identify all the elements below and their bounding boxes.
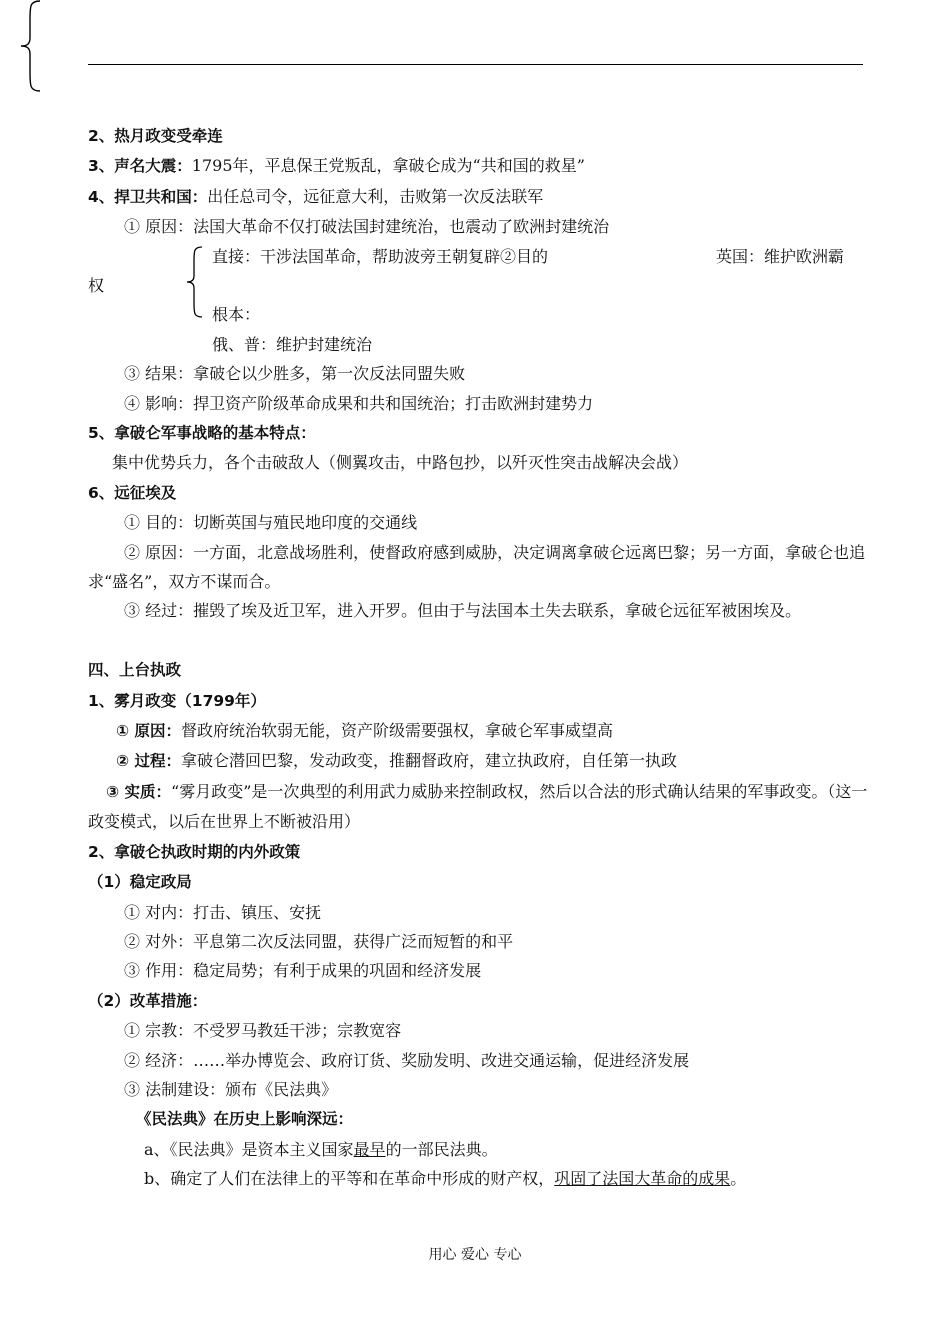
heading-reform: （2）改革措施： bbox=[88, 991, 208, 1010]
purpose-britain-cont: 权 bbox=[88, 276, 105, 296]
brace-icon bbox=[184, 246, 206, 318]
brumaire-process-text: 拿破仑潜回巴黎，发动政变，推翻督政府，建立执政府，自任第一执政 bbox=[181, 751, 678, 771]
purpose-direct: 直接：干涉法国革命，帮助波旁王朝复辟②目的 bbox=[212, 246, 549, 266]
civil-code-a-end: 的一部民法典。 bbox=[385, 1139, 498, 1159]
document-body bbox=[88, 121, 873, 1194]
heading-strategy: 5、拿破仑军事战略的基本特点： bbox=[88, 424, 316, 443]
heading-defend: 4、捍卫共和国： bbox=[88, 187, 208, 206]
brumaire-reason-label: ① 原因： bbox=[116, 722, 182, 741]
heading-egypt: 6、远征埃及 bbox=[88, 483, 177, 502]
economy-line: ② 经济：……举办博览会、政府订货、奖励发明、改进交通运输，促进经济发展 bbox=[124, 1050, 690, 1070]
civil-code-a-underline: 最早 bbox=[353, 1139, 386, 1159]
egypt-process: ③ 经过：摧毁了埃及近卫军，进入开罗。但由于与法国本土失去联系，拿破仑远征军被困埃及。 bbox=[124, 601, 802, 621]
foreign-line: ② 对外：平息第二次反法同盟，获得广泛而短暂的和平 bbox=[124, 931, 514, 951]
purpose-britain: 英国：维护欧洲霸 bbox=[716, 246, 845, 266]
brumaire-reason-text: 督政府统治软弱无能，资产阶级需要强权，拿破仑军事威望高 bbox=[181, 721, 614, 741]
civil-code-b: b、确定了人们在法律上的平等和在革命中形成的财产权， bbox=[144, 1169, 555, 1189]
section-title-rule: 四、上台执政 bbox=[88, 661, 182, 680]
civil-code-b-end: 。 bbox=[730, 1169, 747, 1189]
heading-policies: 2、拿破仑执政时期的内外政策 bbox=[88, 842, 301, 861]
civil-code-a: a、《民法典》是资本主义国家 bbox=[144, 1139, 354, 1159]
brumaire-essence-text: “雾月政变”是一次典型的利用武力威胁来控制政权，然后以合法的形式确认结果的军事政变。（这一政变模式，以后在世界上不断被沿用） bbox=[88, 781, 868, 832]
civil-code-b-underline: 巩固了法国大革命的成果 bbox=[554, 1169, 731, 1189]
religion-line: ① 宗教：不受罗马教廷干涉；宗教宽容 bbox=[124, 1021, 402, 1041]
reason-line: ① 原因：法国大革命不仅打破法国封建统治，也震动了欧洲封建统治 bbox=[124, 217, 610, 237]
egypt-reason: ② 原因：一方面，北意战场胜利，使督政府感到威胁，决定调离拿破仑远离巴黎；另一方面，拿破仑也追求“盛名”，双方不谋而合。 bbox=[88, 542, 866, 592]
effect-line: ③ 作用：稳定局势；有利于成果的巩固和经济发展 bbox=[124, 961, 482, 981]
egypt-purpose: ① 目的：切断英国与殖民地印度的交通线 bbox=[124, 513, 418, 533]
strategy-text: 集中优势兵力，各个击破敌人（侧翼攻击，中路包抄，以歼灭性突击战解决会战） bbox=[112, 453, 689, 473]
domestic-line: ① 对内：打击、镇压、安抚 bbox=[124, 902, 322, 922]
heading-stabilize: （1）稳定政局 bbox=[88, 873, 192, 892]
heading-civil-code: 《民法典》在历史上影响深远： bbox=[136, 1110, 354, 1129]
header-rule bbox=[88, 64, 863, 65]
purpose-root: 根本： bbox=[212, 305, 261, 325]
brumaire-essence-label: ③ 实质： bbox=[106, 782, 172, 801]
text-defend: 出任总司令，远征意大利，击败第一次反法联军 bbox=[207, 186, 544, 206]
brumaire-process-label: ② 过程： bbox=[116, 752, 182, 771]
text-fame: 1795年，平息保王党叛乱，拿破仑成为“共和国的救星” bbox=[191, 156, 585, 176]
heading-fame: 3、声名大震： bbox=[88, 157, 192, 176]
purpose-block bbox=[88, 242, 873, 325]
impact-line: ④ 影响：捍卫资产阶级革命成果和共和国统治；打击欧洲封建势力 bbox=[124, 393, 594, 413]
heading-thermidor: 2、热月政变受牵连 bbox=[88, 127, 223, 145]
purpose-russia-prussia: 俄、普：维护封建统治 bbox=[212, 334, 373, 354]
brace-decoration bbox=[18, 0, 44, 92]
legal-line: ③ 法制建设：颁布《民法典》 bbox=[124, 1079, 338, 1099]
page-footer: 用心 爱心 专心 bbox=[428, 1247, 522, 1263]
result-line: ③ 结果：拿破仑以少胜多，第一次反法同盟失败 bbox=[124, 364, 466, 384]
heading-brumaire: 1、雾月政变（1799年） bbox=[88, 691, 266, 710]
